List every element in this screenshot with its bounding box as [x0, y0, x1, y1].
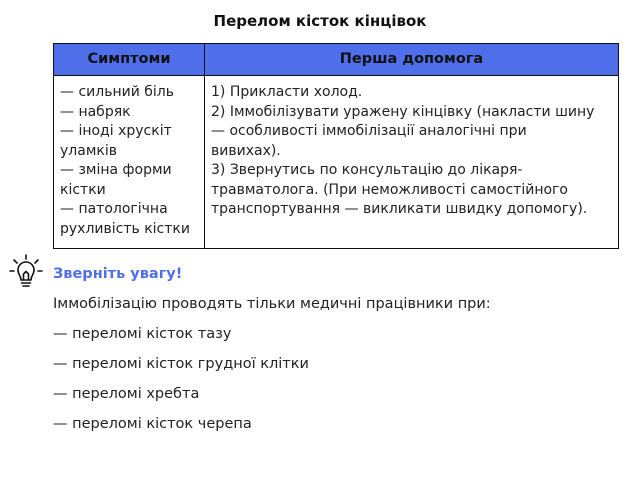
- symptom-line: — патологічна: [60, 201, 168, 217]
- first-aid-line: вивихах).: [211, 142, 281, 159]
- notice-title: Зверніть увагу!: [53, 266, 183, 282]
- table-header-row: [54, 44, 619, 76]
- table-row: [54, 76, 619, 249]
- first-aid-line: 3) Звернутись по консультацію до лікаря-: [211, 162, 523, 178]
- notice-list: [53, 326, 309, 446]
- symptom-line: — зміна форми: [60, 162, 172, 178]
- first-aid-line: транспортування — викликати швидку допомогу).: [211, 201, 588, 217]
- first-aid-cell: [205, 76, 619, 249]
- list-item: — переломі хребта: [53, 386, 200, 402]
- symptom-line: — сильний біль: [60, 84, 174, 100]
- symptom-line: — набряк: [60, 103, 131, 120]
- first-aid-line: 1) Прикласти холод.: [211, 84, 363, 100]
- first-aid-line: травматолога. (При неможливості самостійного: [211, 181, 568, 198]
- header-symptoms: Симптоми: [54, 44, 205, 76]
- first-aid-line: — особливості іммобілізації аналогічні при: [211, 123, 527, 139]
- symptom-line: кістки: [60, 181, 106, 198]
- notice-intro: Іммобілізацію проводять тільки медичні працівники при:: [53, 296, 491, 312]
- lightbulb-icon: [8, 253, 44, 289]
- first-aid-table: [53, 43, 619, 249]
- first-aid-line: 2) Іммобілізувати уражену кінцівку (накласти шину: [211, 103, 595, 120]
- symptom-line: — іноді хрускіт: [60, 123, 172, 139]
- symptoms-cell: [54, 76, 205, 249]
- list-item: — переломі кісток грудної клітки: [53, 356, 309, 372]
- symptom-line: уламків: [60, 142, 117, 159]
- header-first-aid: Перша допомога: [205, 44, 619, 76]
- list-item: — переломі кісток черепа: [53, 416, 252, 432]
- page-title: Перелом кісток кінцівок: [213, 12, 427, 30]
- symptom-line: рухливість кістки: [60, 220, 190, 237]
- list-item: — переломі кісток тазу: [53, 326, 232, 342]
